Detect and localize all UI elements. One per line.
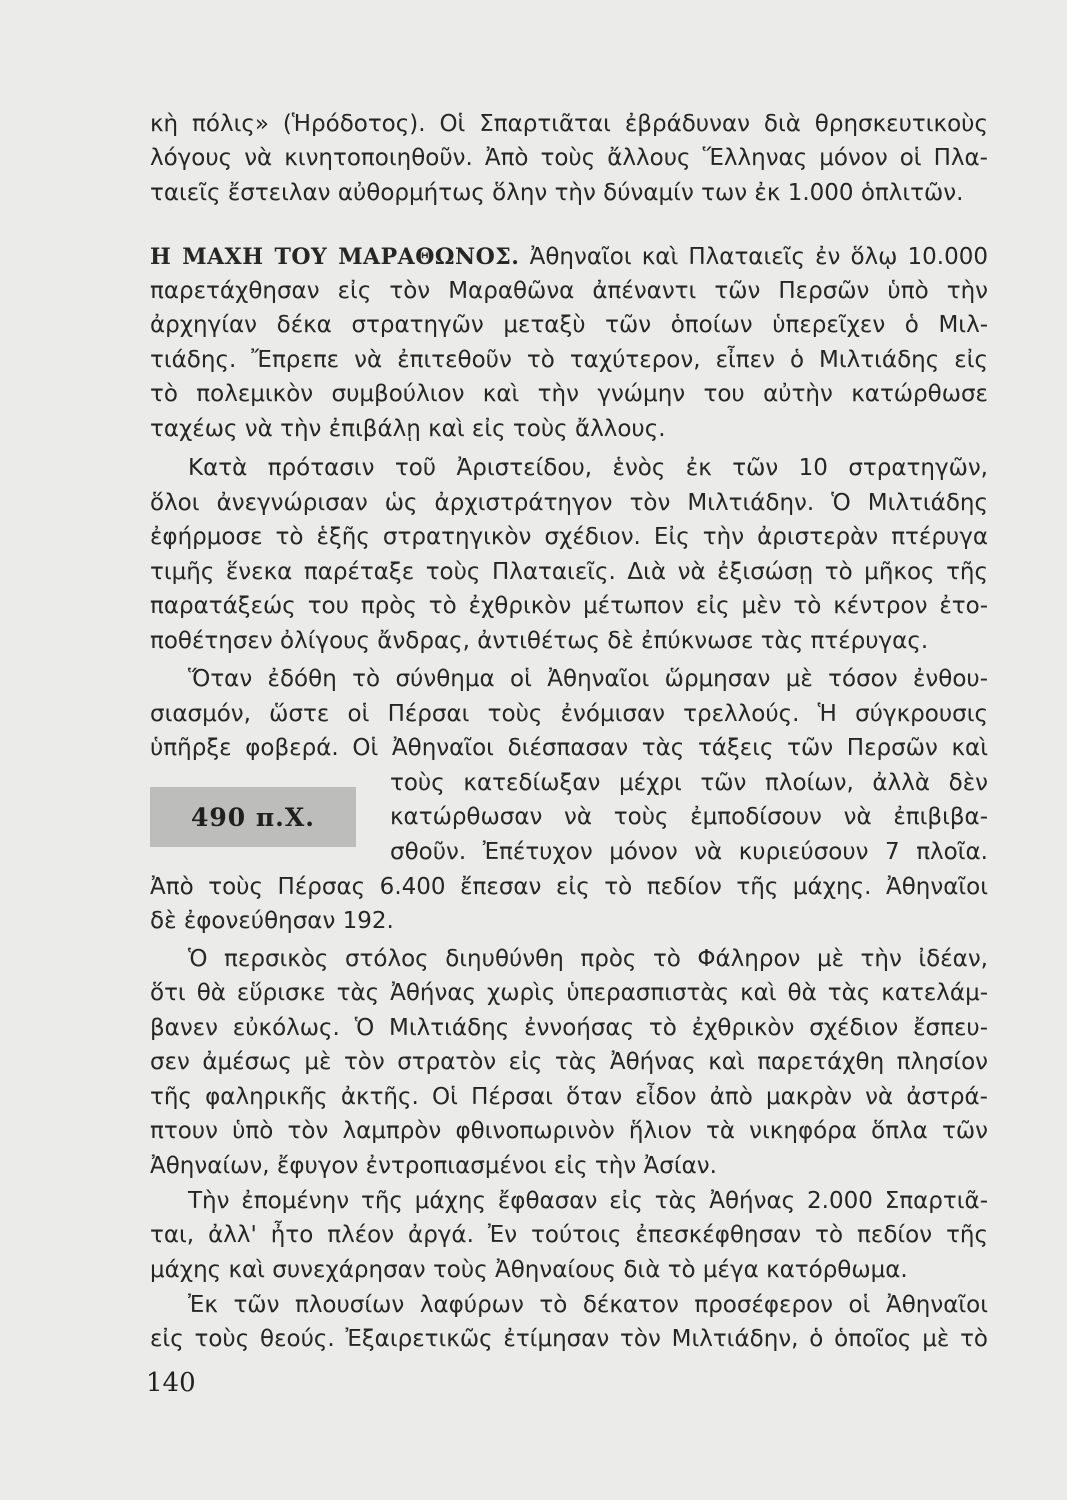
text-line: Ἀπὸ τοὺς Πέρσας 6.400 ἔπεσαν εἰς τὸ πεδίον τῆς μάχης. Ἀθηναῖοι [150, 874, 988, 900]
text-line: εἰς τοὺς θεούς. Ἐξαιρετικῶς ἐτίμησαν τὸν Μιλτιάδην, ὁ ὁποῖος μὲ τὸ [150, 1326, 988, 1352]
text-line: Κατὰ πρότασιν τοῦ Ἀριστείδου, ἑνὸς ἐκ τῶν 10 στρατηγῶν, [188, 455, 988, 481]
text-line: ταιεῖς ἔστειλαν αὐθορμήτως ὅλην τὴν δύναμίν των ἐκ 1.000 ὁπλιτῶν. [150, 180, 964, 206]
text-line: κατώρθωσαν νὰ τοὺς ἐμποδίσουν νὰ ἐπιβιβα- [390, 804, 988, 830]
text-line: σιασμόν, ὥστε οἱ Πέρσαι τοὺς ἐνόμισαν τρελλούς. Ἡ σύγκρουσις [150, 701, 988, 727]
text-line: βανεν εὐκόλως. Ὁ Μιλτιάδης ἐννοήσας τὸ ἐχθρικὸν σχέδιον ἔσπευ- [150, 1015, 988, 1041]
text-line: ταχέως νὰ τὴν ἐπιβάλῃ καὶ εἰς τοὺς ἄλλους. [150, 416, 666, 442]
date-label: 490 π.Χ. [150, 787, 356, 847]
text-line: ὑπῆρξε φοβερά. Οἱ Ἀθηναῖοι διέσπασαν τὰς τάξεις τῶν Περσῶν καὶ [150, 735, 988, 761]
text-line: σθοῦν. Ἐπέτυχον μόνον νὰ κυριεύσουν 7 πλοῖα. [390, 839, 988, 865]
page-number: 140 [146, 1368, 196, 1398]
text-line: Ἐκ τῶν πλουσίων λαφύρων τὸ δέκατον προσέφερον οἱ Ἀθηναῖοι [188, 1292, 988, 1318]
text-line: δὲ ἐφονεύθησαν 192. [150, 908, 394, 934]
text-line: Ὅταν ἐδόθη τὸ σύνθημα οἱ Ἀθηναῖοι ὥρμησαν μὲ τόσον ἐνθου- [188, 666, 988, 692]
text-line: ἀρχηγίαν δέκα στρατηγῶν μεταξὺ τῶν ὁποίων ὑπερεῖχεν ὁ Μιλ- [150, 312, 988, 338]
text-line: τὸ πολεμικὸν συμβούλιον καὶ τὴν γνώμην του αὐτὴν κατώρθωσε [150, 381, 988, 407]
text-line: Ἀθηναίων, ἔφυγον ἐντροπιασμένοι εἰς τὴν Ἀσίαν. [150, 1153, 717, 1179]
text-line: παρατάξεώς του πρὸς τὸ ἐχθρικὸν μέτωπον εἰς μὲν τὸ κέντρον ἐτο- [150, 593, 988, 619]
text-line: ὅλοι ἀνεγνώρισαν ὡς ἀρχιστράτηγον τὸν Μιλτιάδην. Ὁ Μιλτιάδης [150, 490, 988, 516]
section-heading-line [150, 240, 988, 274]
text-line: πτουν ὑπὸ τὸν λαμπρὸν φθινοπωρινὸν ἥλιον τὰ νικηφόρα ὅπλα τῶν [150, 1118, 988, 1144]
text-line: ὅτι θὰ εὕρισκε τὰς Ἀθήνας χωρὶς ὑπερασπιστὰς καὶ θὰ τὰς κατελάμ- [150, 980, 988, 1006]
section-heading-rest: Ἀθηναῖοι καὶ Πλαταιεῖς ἐν ὅλῳ 10.000 [529, 244, 989, 270]
text-line: τῆς φαληρικῆς ἀκτῆς. Οἱ Πέρσαι ὅταν εἶδον ἀπὸ μακρὰν νὰ ἀστρά- [150, 1084, 988, 1110]
section-heading: Η ΜΑΧΗ ΤΟΥ ΜΑΡΑΘΩΝΟΣ. [150, 244, 520, 270]
text-line: λόγους νὰ κινητοποιηθοῦν. Ἀπὸ τοὺς ἄλλους Ἕλληνας μόνον οἱ Πλα- [150, 145, 988, 171]
text-line: κὴ πόλις» (Ἡρόδοτος). Οἱ Σπαρτιᾶται ἐβράδυναν διὰ θρησκευτικοὺς [150, 111, 988, 137]
text-line: ται, ἀλλ' ἦτο πλέον ἀργά. Ἐν τούτοις ἐπεσκέφθησαν τὸ πεδίον τῆς [150, 1222, 988, 1248]
text-line: μάχης καὶ συνεχάρησαν τοὺς Ἀθηναίους διὰ τὸ μέγα κατόρθωμα. [150, 1257, 908, 1283]
text-line: Ὁ περσικὸς στόλος διηυθύνθη πρὸς τὸ Φάληρον μὲ τὴν ἰδέαν, [188, 946, 988, 972]
text-line: ἐφήρμοσε τὸ ἑξῆς στρατηγικὸν σχέδιον. Εἰς τὴν ἀριστερὰν πτέρυγα [150, 524, 988, 550]
text-line: τοὺς κατεδίωξαν μέχρι τῶν πλοίων, ἀλλὰ δὲν [390, 770, 988, 796]
text-line: ποθέτησεν ὀλίγους ἄνδρας, ἀντιθέτως δὲ ἐπύκνωσε τὰς πτέρυγας. [150, 628, 929, 654]
text-line: τιμῆς ἕνεκα παρέταξε τοὺς Πλαταιεῖς. Διὰ νὰ ἐξισώσῃ τὸ μῆκος τῆς [150, 559, 988, 585]
text-line: Τὴν ἐπομένην τῆς μάχης ἔφθασαν εἰς τὰς Ἀθήνας 2.000 Σπαρτιᾶ- [188, 1188, 988, 1214]
text-line: σεν ἀμέσως μὲ τὸν στρατὸν εἰς τὰς Ἀθήνας καὶ παρετάχθη πλησίον [150, 1049, 988, 1075]
text-line: τιάδης. Ἔπρεπε νὰ ἐπιτεθοῦν τὸ ταχύτερον, εἶπεν ὁ Μιλτιάδης εἰς [150, 347, 988, 373]
text-line: παρετάχθησαν εἰς τὸν Μαραθῶνα ἀπέναντι τῶν Περσῶν ὑπὸ τὴν [150, 278, 988, 304]
